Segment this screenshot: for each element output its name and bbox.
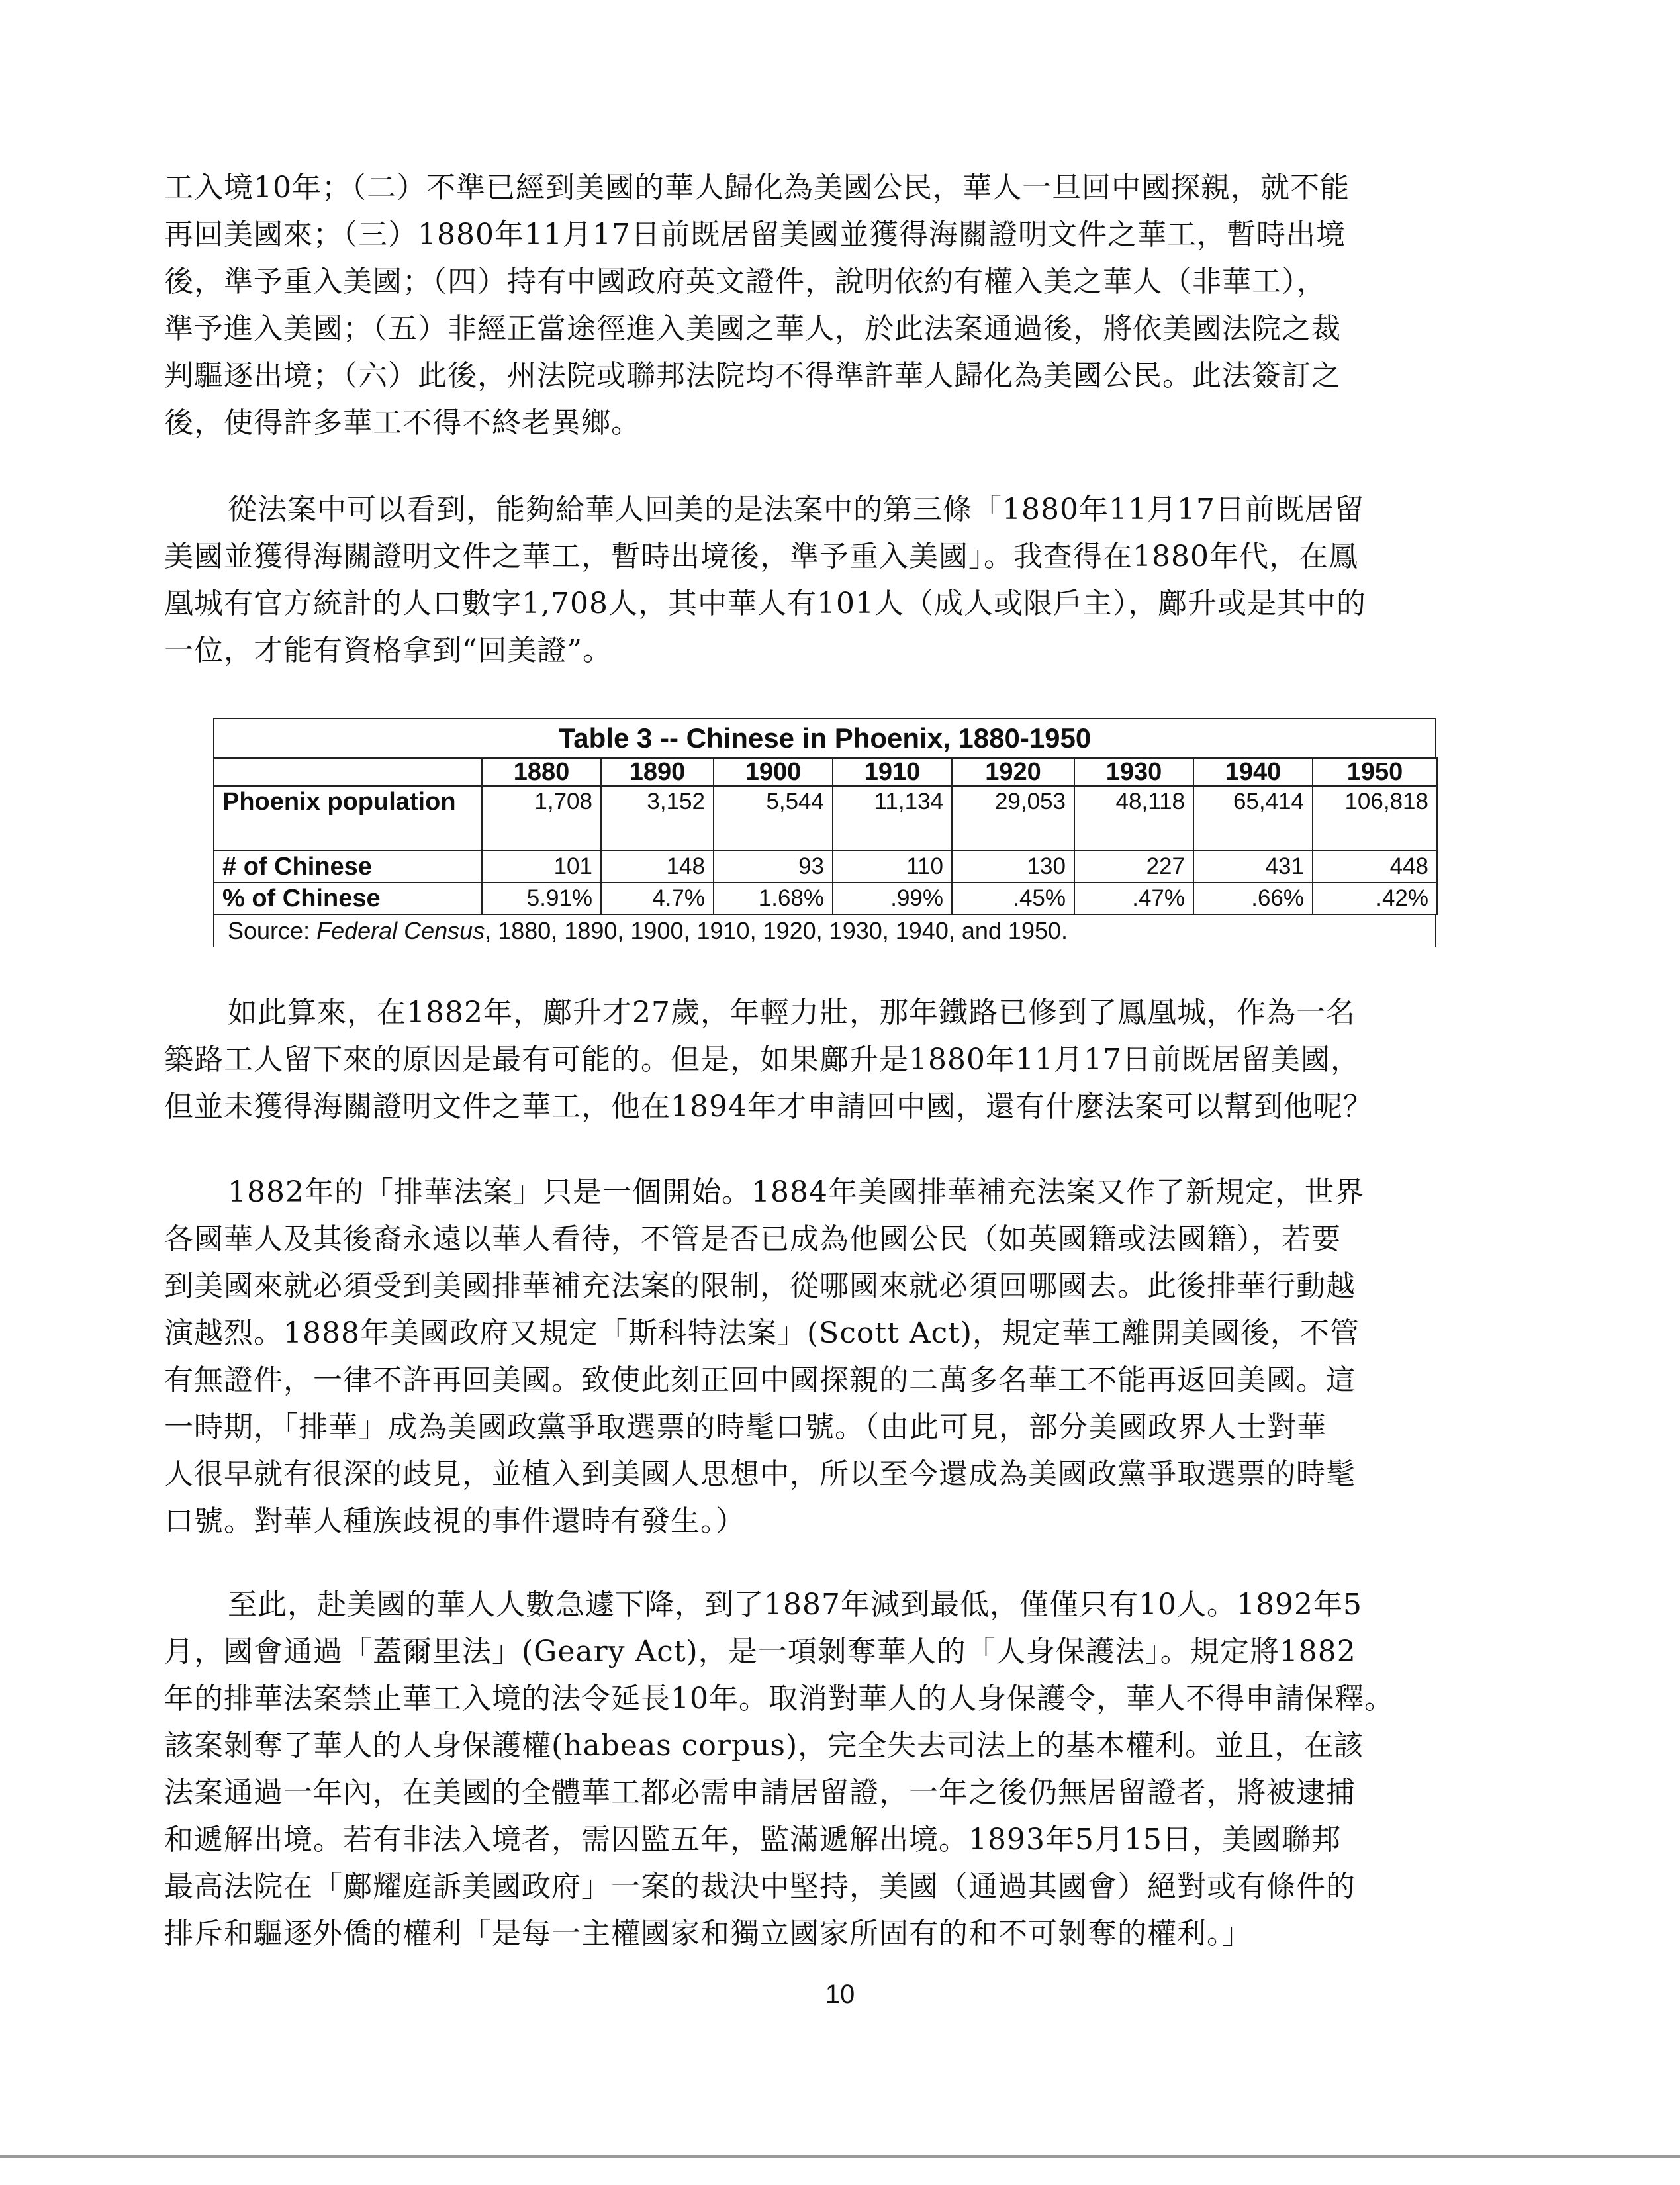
text-line: 人很早就有很深的歧見，並植入到美國人思想中，所以至今還成為美國政黨爭取選票的時髦 bbox=[164, 1457, 1356, 1491]
table-cell: 4.7% bbox=[601, 883, 714, 914]
column-header: 1930 bbox=[1074, 758, 1193, 786]
text-line: 排斥和驅逐外僑的權利「是每一主權國家和獨立國家所固有的和不可剝奪的權利。」 bbox=[164, 1917, 1252, 1951]
source-title: Federal Census bbox=[316, 917, 485, 944]
text-line: 美國並獲得海關證明文件之華工，暫時出境後，準予重入美國」。我查得在1880年代，在鳳 bbox=[164, 540, 1358, 573]
table-cell: 1.68% bbox=[714, 883, 833, 914]
table-cell: 1,708 bbox=[482, 786, 601, 851]
row-label: # of Chinese bbox=[214, 851, 482, 883]
text-line: 後，使得許多華工不得不終老異鄉。 bbox=[164, 406, 641, 440]
table-header-row bbox=[214, 758, 1437, 786]
text-line: 從法案中可以看到，能夠給華人回美的是法案中的第三條「1880年11月17日前既居留 bbox=[228, 493, 1364, 526]
table-cell: .47% bbox=[1074, 883, 1193, 914]
text-line: 後，準予重入美國；（四）持有中國政府英文證件，說明依約有權入美之華人（非華工）， bbox=[164, 265, 1327, 299]
page-number: 10 bbox=[825, 1980, 855, 2009]
column-header: 1890 bbox=[601, 758, 714, 786]
column-header: 1910 bbox=[833, 758, 952, 786]
text-line: 凰城有官方統計的人口數字1,708人，其中華人有101人（成人或限戶主），鄺升或是其中的 bbox=[164, 587, 1366, 620]
column-header: 1880 bbox=[482, 758, 601, 786]
table-cell: 29,053 bbox=[952, 786, 1074, 851]
text-line: 口號。對華人種族歧視的事件還時有發生。） bbox=[164, 1504, 745, 1538]
row-label: Phoenix population bbox=[214, 786, 482, 851]
column-header: 1920 bbox=[952, 758, 1074, 786]
text-line: 該案剝奪了華人的人身保護權(habeas corpus)，完全失去司法上的基本權利。並且，在該 bbox=[164, 1729, 1364, 1763]
paragraph-5 bbox=[164, 1581, 1515, 1957]
text-line: 至此，赴美國的華人人數急遽下降，到了1887年減到最低，僅僅只有10人。1892年5 bbox=[228, 1588, 1362, 1622]
text-line: 但並未獲得海關證明文件之華工，他在1894年才申請回中國，還有什麼法案可以幫到他呢？ bbox=[164, 1090, 1373, 1124]
table-cell: 448 bbox=[1313, 851, 1437, 883]
paragraph-3 bbox=[164, 989, 1515, 1130]
text-line: 年的排華法案禁止華工入境的法令延長10年。取消對華人的人身保護令，華人不得申請保釋。 bbox=[164, 1682, 1394, 1716]
column-header: 1950 bbox=[1313, 758, 1437, 786]
text-line: 一時期，「排華」成為美國政黨爭取選票的時髦口號。（由此可見，部分美國政界人士對華 bbox=[164, 1410, 1327, 1444]
table-cell: 227 bbox=[1074, 851, 1193, 883]
paragraph-1 bbox=[164, 164, 1515, 446]
table-cell: 3,152 bbox=[601, 786, 714, 851]
source-prefix: Source: bbox=[228, 917, 317, 944]
table-cell: .45% bbox=[952, 883, 1074, 914]
paragraph-4 bbox=[164, 1169, 1515, 1545]
row-label: % of Chinese bbox=[214, 883, 482, 914]
text-line: 有無證件，一律不許再回美國。致使此刻正回中國探親的二萬多名華工不能再返回美國。這 bbox=[164, 1363, 1356, 1397]
text-line: 法案通過一年內，在美國的全體華工都必需申請居留證，一年之後仍無居留證者，將被逮捕 bbox=[164, 1776, 1356, 1810]
text-line: 最高法院在「鄺耀庭訴美國政府」一案的裁決中堅持，美國（通過其國會）絕對或有條件的 bbox=[164, 1870, 1356, 1904]
table-row bbox=[214, 851, 1437, 883]
paragraph-2 bbox=[164, 486, 1515, 674]
table-cell: 93 bbox=[714, 851, 833, 883]
text-line: 到美國來就必須受到美國排華補充法案的限制，從哪國來就必須回哪國去。此後排華行動越 bbox=[164, 1269, 1356, 1303]
column-header: 1940 bbox=[1193, 758, 1313, 786]
table-cell: 65,414 bbox=[1193, 786, 1313, 851]
text-line: 1882年的「排華法案」只是一個開始。1884年美國排華補充法案又作了新規定，世界 bbox=[228, 1175, 1364, 1209]
text-line: 工入境10年；（二）不準已經到美國的華人歸化為美國公民，華人一旦回中國探親，就不能 bbox=[164, 171, 1350, 205]
table-cell: 5.91% bbox=[482, 883, 601, 914]
table-cell: 431 bbox=[1193, 851, 1313, 883]
table-source bbox=[213, 915, 1436, 947]
source-years: , 1880, 1890, 1900, 1910, 1920, 1930, 1940, and 1950. bbox=[485, 917, 1068, 944]
table-cell: .66% bbox=[1193, 883, 1313, 914]
text-line: 再回美國來；（三）1880年11月17日前既居留美國並獲得海關證明文件之華工，暫時出境 bbox=[164, 218, 1346, 252]
table-row bbox=[214, 786, 1437, 851]
text-line: 判驅逐出境；（六）此後，州法院或聯邦法院均不得準許華人歸化為美國公民。此法簽訂之 bbox=[164, 359, 1341, 393]
text-line: 築路工人留下來的原因是最有可能的。但是，如果鄺升是1880年11月17日前既居留美國， bbox=[164, 1043, 1360, 1077]
table-cell: 5,544 bbox=[714, 786, 833, 851]
table-cell: 130 bbox=[952, 851, 1074, 883]
column-header: 1900 bbox=[714, 758, 833, 786]
table-cell: 101 bbox=[482, 851, 601, 883]
table-cell: 106,818 bbox=[1313, 786, 1437, 851]
table-row bbox=[214, 883, 1437, 914]
table-title: Table 3 -- Chinese in Phoenix, 1880-1950 bbox=[213, 718, 1436, 757]
table-cell: 48,118 bbox=[1074, 786, 1193, 851]
census-grid bbox=[213, 757, 1438, 915]
text-line: 準予進入美國；（五）非經正當途徑進入美國之華人，於此法案通過後，將依美國法院之裁 bbox=[164, 312, 1341, 346]
text-line: 演越烈。1888年美國政府又規定「斯科特法案」(Scott Act)，規定華工離開美國後，不管 bbox=[164, 1316, 1360, 1350]
text-line: 一位，才能有資格拿到“回美證”。 bbox=[164, 634, 612, 667]
table-cell: 110 bbox=[833, 851, 952, 883]
header-corner bbox=[214, 758, 482, 786]
text-line: 月，國會通過「蓋爾里法」(Geary Act)，是一項剝奪華人的「人身保護法」。規定將1882 bbox=[164, 1635, 1356, 1669]
table-cell: 11,134 bbox=[833, 786, 952, 851]
table-cell: .42% bbox=[1313, 883, 1437, 914]
table-cell: 148 bbox=[601, 851, 714, 883]
text-line: 如此算來，在1882年，鄺升才27歲，年輕力壯，那年鐵路已修到了鳳凰城，作為一名 bbox=[228, 996, 1356, 1030]
text-line: 和遞解出境。若有非法入境者，需囚監五年，監滿遞解出境。1893年5月15日，美國聯邦 bbox=[164, 1823, 1341, 1857]
table-cell: .99% bbox=[833, 883, 952, 914]
text-line: 各國華人及其後裔永遠以華人看待，不管是否已成為他國公民（如英國籍或法國籍），若要 bbox=[164, 1222, 1341, 1256]
scan-edge-line bbox=[0, 2155, 1680, 2158]
census-table bbox=[213, 718, 1436, 947]
